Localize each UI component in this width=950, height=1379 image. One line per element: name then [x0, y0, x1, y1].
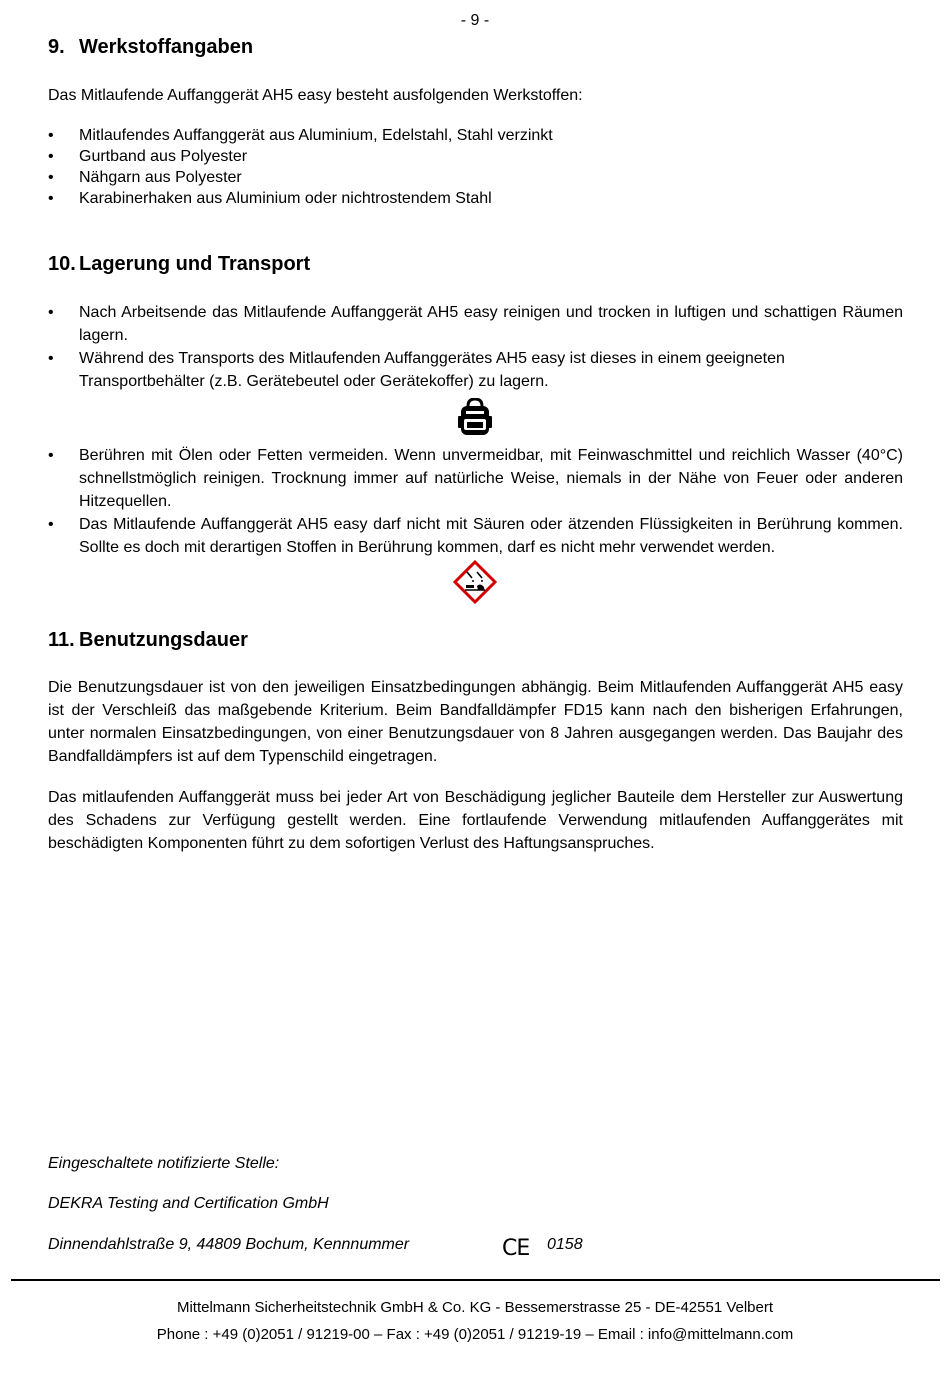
notified-body-label: Eingeschaltete notifizierte Stelle:: [48, 1155, 280, 1172]
bullet: •: [48, 447, 54, 464]
notified-body-name: DEKRA Testing and Certification GmbH: [48, 1195, 329, 1212]
list-item: • Gurtband aus Polyester: [48, 148, 248, 165]
bullet: •: [48, 516, 54, 533]
footer-address: Mittelmann Sicherheitstechnik GmbH & Co. KG - Bessemerstrasse 25 - DE-42551 Velbert: [176, 1299, 774, 1316]
section-11-title: Benutzungsdauer: [79, 629, 248, 651]
list-item: • Karabinerhaken aus Aluminium oder nichtrostendem Stahl: [48, 190, 492, 207]
bullet: •: [48, 169, 54, 186]
section-10-list-b: [48, 444, 903, 559]
list-item: • Während des Transports des Mitlaufenden Auffanggerätes AH5 easy ist dieses in einem geeigneten Transportbehälter (z.B. Gerätebeutel oder Gerätekoffer) zu lagern.: [48, 347, 903, 393]
backpack-icon: [457, 398, 493, 438]
footer-contact: Phone : +49 (0)2051 / 91219-00 – Fax : +49 (0)2051 / 91219-19 – Email : info@mittelmann.com: [156, 1326, 794, 1343]
bullet: •: [48, 127, 54, 144]
section-9-intro: Das Mitlaufende Auffanggerät AH5 easy besteht ausfolgenden Werkstoffen:: [48, 87, 583, 104]
list-item: • Nähgarn aus Polyester: [48, 169, 242, 186]
notified-body-address: Dinnendahlstraße 9, 44809 Bochum, Kennnummer: [48, 1236, 410, 1253]
corrosive-hazard-icon: [453, 560, 497, 604]
list-item: • Mitlaufendes Auffanggerät aus Aluminium, Edelstahl, Stahl verzinkt: [48, 127, 553, 144]
section-11-number: 11.: [48, 629, 75, 651]
notified-body-number: 0158: [547, 1236, 583, 1253]
page-number: - 9 -: [460, 12, 490, 29]
list-item: • Berühren mit Ölen oder Fetten vermeiden. Wenn unvermeidbar, mit Feinwaschmittel und reichlich Wasser (40°C) schnellstmöglich reinigen. Trocknung immer auf natürliche Weise, niemals in der Nähe von Feuer oder anderen Hitzequellen.: [48, 444, 903, 513]
section-11-paragraph-2: Das mitlaufenden Auffanggerät muss bei jeder Art von Beschädigung jeglicher Bauteile dem Hersteller zur Auswertung des Schadens zur Verfügung gestellt werden. Eine fortlaufende Verwendung mitlaufenden Auffanggerätes mit beschädigten Komponenten führt zu dem sofortigen Verlust des Haftungsanspruches.: [48, 789, 903, 852]
list-item: • Das Mitlaufende Auffanggerät AH5 easy darf nicht mit Säuren oder ätzenden Flüssigkeiten in Berührung kommen. Sollte es doch mit derartigen Stoffen in Berührung kommen, darf es nicht mehr verwendet werden.: [48, 513, 903, 559]
bullet: •: [48, 148, 54, 165]
footer-divider: [11, 1279, 940, 1281]
section-9-list: [48, 125, 903, 209]
section-10-list-a: [48, 301, 903, 393]
section-10-number: 10.: [48, 253, 76, 275]
section-11-heading: [48, 629, 248, 652]
section-11-paragraph-1: Die Benutzungsdauer ist von den jeweiligen Einsatzbedingungen abhängig. Beim Mitlaufenden Auffanggerät AH5 easy ist der Verschleiß das maßgebende Kriterium. Beim Bandfalldämpfer FD15 kann nach den bisherigen Erfahrungen, unter normalen Einsatzbedingungen, von einer Benutzungsdauer von 8 Jahren ausgegangen werden. Das Baujahr des Bandfalldämpfers ist auf dem Typenschild eingetragen.: [48, 679, 903, 765]
list-item: • Nach Arbeitsende das Mitlaufende Auffanggerät AH5 easy reinigen und trocken in luftigen und schattigen Räumen lagern.: [48, 301, 903, 347]
section-9-heading: [48, 36, 253, 59]
section-9-title: Werkstoffangaben: [79, 36, 254, 58]
section-10-title: Lagerung und Transport: [79, 253, 311, 275]
bullet: •: [48, 190, 54, 207]
ce-mark: CE: [502, 1236, 530, 1261]
bullet: •: [48, 304, 54, 321]
bullet: •: [48, 350, 54, 367]
section-9-number: 9.: [48, 36, 65, 58]
section-10-heading: [48, 253, 310, 276]
